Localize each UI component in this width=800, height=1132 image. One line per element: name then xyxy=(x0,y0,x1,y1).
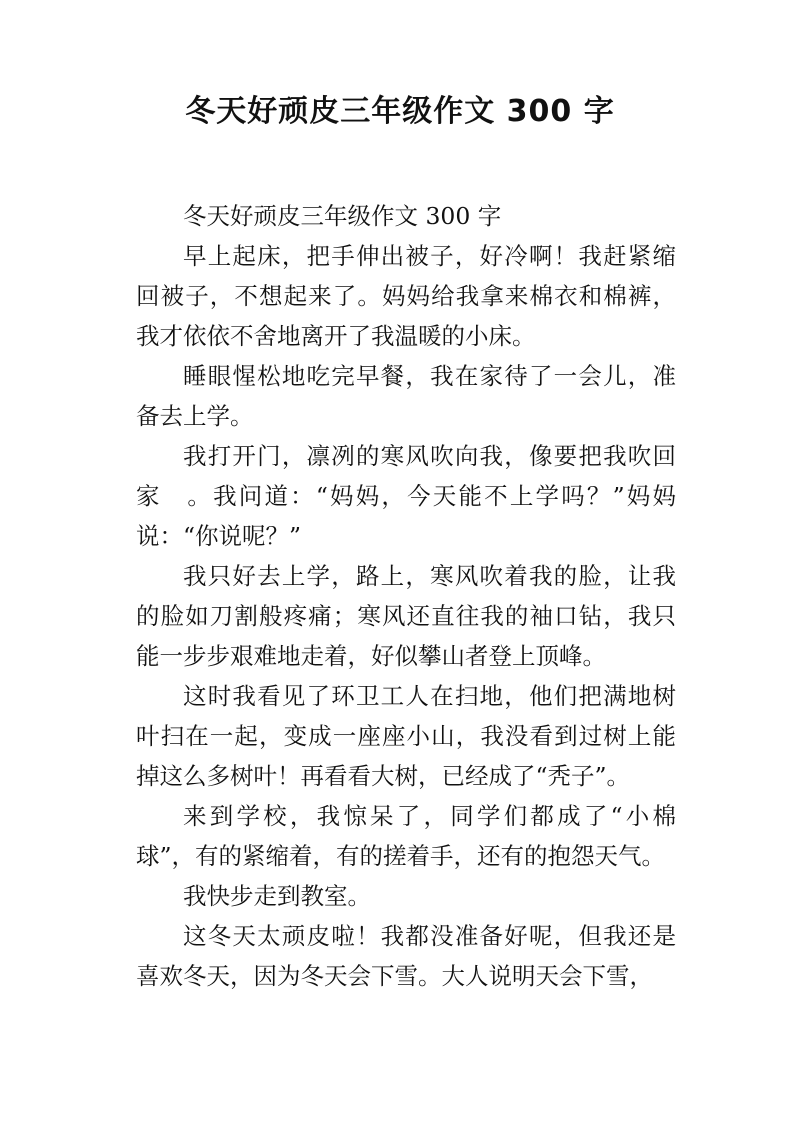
paragraph: 冬天好顽皮三年级作文 300 字 xyxy=(183,202,502,230)
paragraph: 这时我看见了环卫工人在扫地，他们把满地树叶扫在一起，变成一座座小山，我没看到过树上能掉这么多树叶！再看看大树，已经成了“秃子”。 xyxy=(136,682,676,790)
document-body xyxy=(136,196,676,996)
document-title: 冬天好顽皮三年级作文 300 字 xyxy=(185,94,615,129)
paragraph: 来到学校，我惊呆了，同学们都成了“小棉球”，有的紧缩着，有的搓着手，还有的抱怨天气。 xyxy=(136,802,676,870)
paragraph: 我只好去上学，路上，寒风吹着我的脸，让我的脸如刀割般疼痛；寒风还直往我的袖口钻，我只能一步步艰难地走着，好似攀山者登上顶峰。 xyxy=(136,562,676,670)
paragraph: 早上起床，把手伸出被子，好冷啊！我赶紧缩回被子，不想起来了。妈妈给我拿来棉衣和棉裤，我才依依不舍地离开了我温暖的小床。 xyxy=(136,242,676,350)
paragraph: 这冬天太顽皮啦！我都没准备好呢，但我还是喜欢冬天，因为冬天会下雪。大人说明天会下雪， xyxy=(136,922,676,990)
paragraph: 我打开门，凛冽的寒风吹向我，像要把我吹回家 。我问道：“妈妈，今天能不上学吗？”妈妈说：“你说呢？” xyxy=(136,442,676,550)
paragraph: 我快步走到教室。 xyxy=(183,882,371,910)
paragraph: 睡眼惺松地吃完早餐，我在家待了一会儿，准备去上学。 xyxy=(136,362,676,430)
